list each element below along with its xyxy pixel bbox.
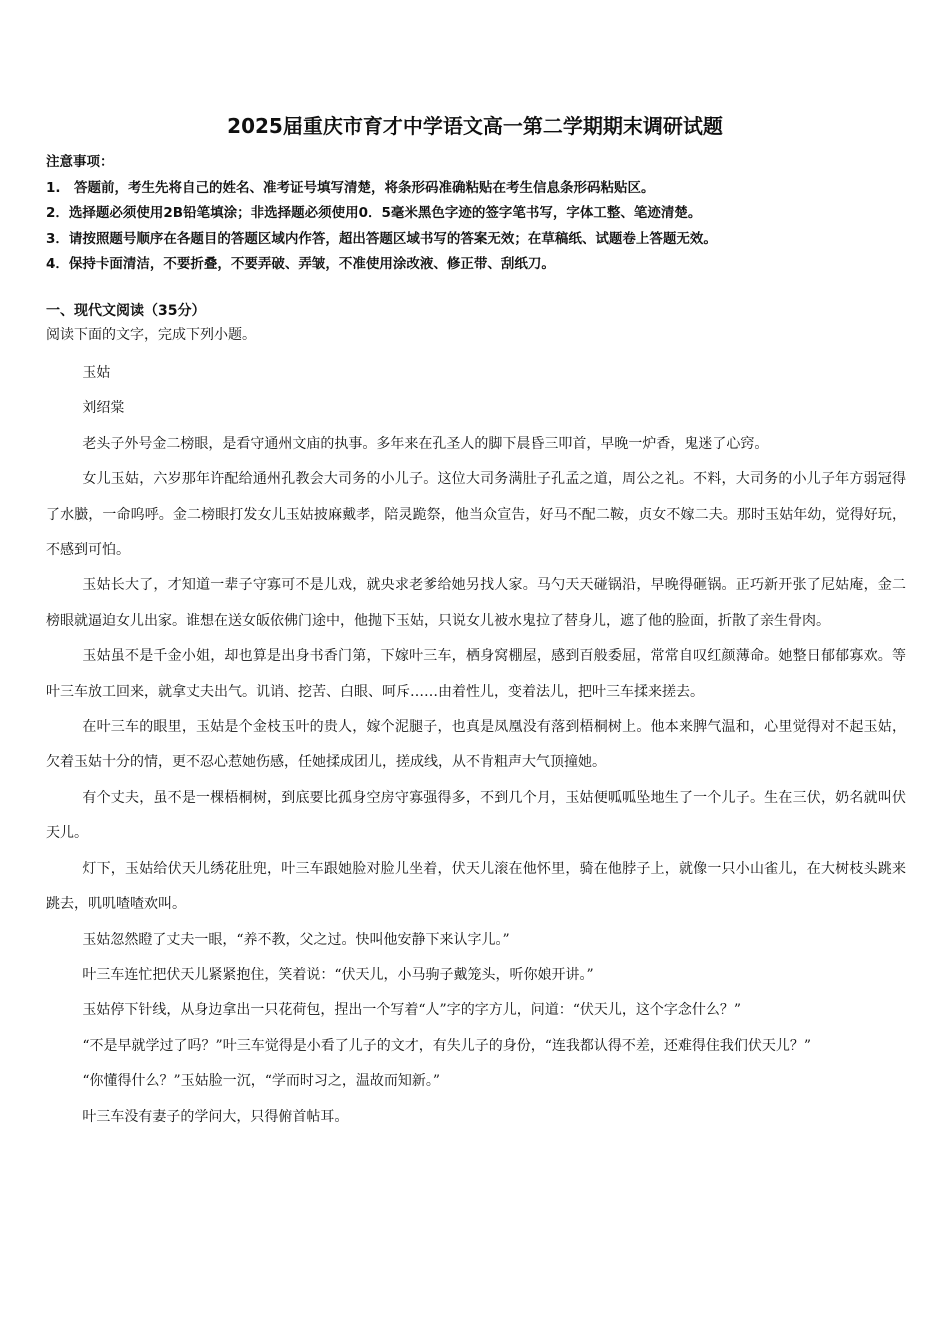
article-paragraph: 有个丈夫，虽不是一棵梧桐树，到底要比孤身空房守寡强得多，不到几个月，玉姑便呱呱坠地生了一个儿子。生在三伏，奶名就叫伏天儿。 — [46, 789, 906, 842]
article-paragraph: 在叶三车的眼里，玉姑是个金枝玉叶的贵人，嫁个泥腿子，也真是凤凰没有落到梧桐树上。他本来脾气温和，心里觉得对不起玉姑，欠着玉姑十分的情，更不忍心惹她伤感，任她揉成团儿，搓成线，从不肯粗声大气顶撞她。 — [46, 719, 906, 771]
article-paragraph: 灯下，玉姑给伏天儿绣花肚兜，叶三车跟她脸对脸儿坐着，伏天儿滚在他怀里，骑在他脖子上，就像一只小山雀儿，在大树枝头跳来跳去，叽叽喳喳欢叫。 — [46, 860, 906, 913]
section-instruction: 阅读下面的文字，完成下列小题。 — [46, 327, 256, 343]
article-paragraph: 玉姑长大了，才知道一辈子守寡可不是儿戏，就央求老爹给她另找人家。马勺天天碰锅沿，早晚得砸锅。正巧新开张了尼姑庵，金二榜眼就逼迫女儿出家。谁想在送女皈依佛门途中，他抛下玉姑，只说女儿被水鬼拉了替身儿，遮了他的脸面，折散了亲生骨肉。 — [46, 577, 906, 629]
notice-block — [46, 150, 906, 278]
article-paragraph: 叶三车连忙把伏天儿紧紧抱住，笑着说：“伏天儿，小马驹子戴笼头，听你娘开讲。” — [82, 966, 594, 983]
notice-heading: 注意事项： — [46, 154, 114, 170]
article-paragraph: 玉姑忽然瞪了丈夫一眼，“养不教，父之过。快叫他安静下来认字儿。” — [82, 931, 510, 948]
article-paragraph: “不是早就学过了吗？”叶三车觉得是小看了儿子的文才，有失儿子的身份，“连我都认得不差，还难得住我们伏天儿？” — [82, 1037, 812, 1054]
notice-item: 4．保持卡面清洁，不要折叠，不要弄破、弄皱，不准使用涂改液、修正带、刮纸刀。 — [46, 256, 555, 272]
notice-item: 1. 答题前，考生先将自己的姓名、准考证号填写清楚，将条形码准确粘贴在考生信息条形码粘贴区。 — [46, 179, 655, 196]
article-paragraph: 女儿玉姑，六岁那年许配给通州孔教会大司务的小儿子。这位大司务满肚子孔孟之道，周公之礼。不料，大司务的小儿子年方弱冠得了水臌，一命呜呼。金二榜眼打发女儿玉姑披麻戴孝，陪灵跪祭，他当众宣告，好马不配二鞍，贞女不嫁二夫。那时玉姑年幼，觉得好玩，不感到可怕。 — [46, 471, 906, 559]
exam-title: 2025届重庆市育才中学语文高一第二学期期末调研试题 — [227, 114, 723, 138]
article-body — [46, 356, 906, 1135]
article-paragraph: 老头子外号金二榜眼，是看守通州文庙的执事。多年来在孔圣人的脚下晨昏三叩首，早晚一炉香，鬼迷了心窍。 — [82, 435, 769, 452]
notice-item: 2．选择题必须使用2B铅笔填涂；非选择题必须使用0．5毫米黑色字迹的签字笔书写，字体工整、笔迹清楚。 — [46, 205, 702, 221]
section-heading: 一、现代文阅读（35分） — [46, 303, 206, 319]
article-paragraph: 玉姑虽不是千金小姐，却也算是出身书香门第，下嫁叶三车，栖身窝棚屋，感到百般委屈，常常自叹红颜薄命。她整日郁郁寡欢。等叶三车放工回来，就拿丈夫出气。讥诮、挖苦、白眼、呵斥……由着性儿，变着法儿，把叶三车揉来搓去。 — [46, 648, 906, 700]
section-modern-reading — [46, 299, 906, 347]
article-paragraph: 玉姑停下针线，从身边拿出一只花荷包，捏出一个写着“人”字的字方儿，问道：“伏天儿，这个字念什么？” — [82, 1002, 742, 1019]
article-author: 刘绍棠 — [82, 400, 125, 417]
article-paragraph: 叶三车没有妻子的学问大，只得俯首帖耳。 — [82, 1108, 349, 1125]
article-paragraph: “你懂得什么？”玉姑脸一沉，“学而时习之，温故而知新。” — [82, 1073, 441, 1090]
article-title: 玉姑 — [82, 365, 111, 381]
notice-item: 3．请按照题号顺序在各题目的答题区域内作答，超出答题区域书写的答案无效；在草稿纸、试题卷上答题无效。 — [46, 230, 717, 247]
